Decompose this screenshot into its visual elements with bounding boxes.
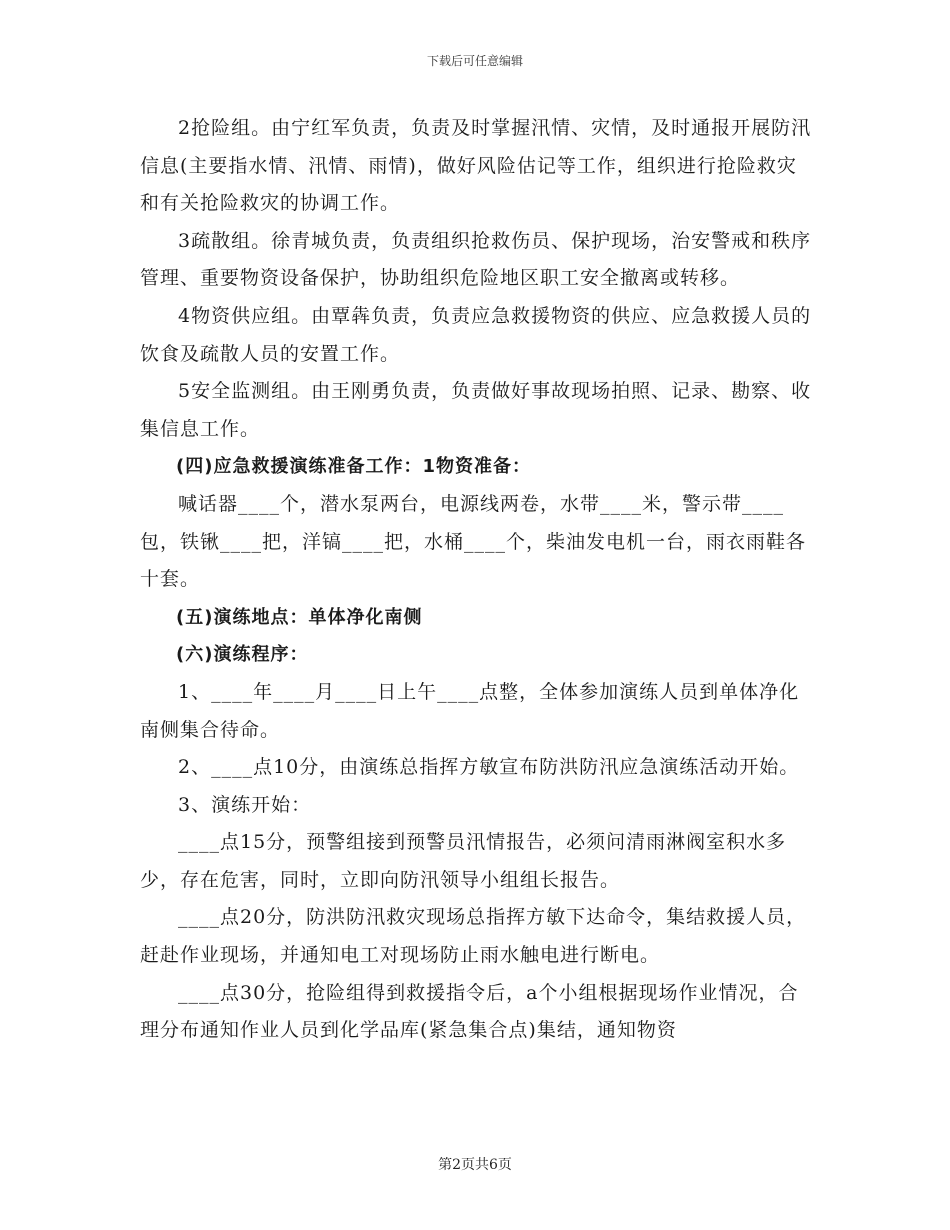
paragraph-step-1: 1、____年____月____日上午____点整，全体参加演练人员到单体净化南侧集合待命。	[140, 680, 800, 741]
paragraph-monitoring-team: 5安全监测组。由王刚勇负责，负责做好事故现场拍照、记录、勘察、收集信息工作。	[140, 380, 812, 440]
paragraph-supply-team: 4物资供应组。由覃犇负责，负责应急救援物资的供应、应急救援人员的饮食及疏散人员的安置工作。	[140, 304, 812, 365]
paragraph-time-30: ____点30分，抢险组得到救援指令后，a个小组根据现场作业情况，合理分布通知作业人员到化学品库(紧急集合点)集结，通知物资	[140, 981, 799, 1042]
page-header: 下载后可任意编辑	[426, 54, 523, 68]
section-heading-preparation: (四)应急救援演练准备工作：1物资准备：	[176, 456, 531, 478]
paragraph-step-2: 2、____点10分，由演练总指挥方敏宣布防洪防汛应急演练活动开始。	[178, 756, 800, 779]
paragraph-evacuation-team: 3疏散组。徐青城负责，负责组织抢救伤员、保护现场，治安警戒和秩序管理、重要物资设备保护，协助组织危险地区职工安全撤离或转移。	[140, 229, 812, 290]
page-footer: 第2页共6页	[438, 1157, 512, 1173]
section-heading-procedure: (六)演练程序：	[176, 644, 309, 666]
paragraph-step-3: 3、演练开始：	[178, 793, 312, 816]
paragraph-time-15: ____点15分，预警组接到预警员汛情报告，必须问清雨淋阀室积水多少，存在危害，同时，立即向防汛领导小组组长报告。	[140, 831, 787, 891]
document-body	[140, 110, 812, 1050]
paragraph-time-20: ____点20分，防洪防汛救灾现场总指挥方敏下达命令，集结救援人员，赶赴作业现场，并通知电工对现场防止雨水触电进行断电。	[140, 906, 807, 967]
section-heading-location: (五)演练地点：单体净化南侧	[176, 606, 423, 628]
paragraph-materials-list: 喊话器____个，潜水泵两台，电源线两卷，水带____米，警示带____包，铁锹____把，洋镐____把，水桶____个，柴油发电机一台，雨衣雨鞋各十套。	[140, 492, 807, 591]
paragraph-rescue-team: 2抢险组。由宁红军负责，负责及时掌握汛情、灾情，及时通报开展防汛信息(主要指水情、汛情、雨情)，做好风险估记等工作，组织进行抢险救灾和有关抢险救灾的协调工作。	[140, 117, 812, 215]
